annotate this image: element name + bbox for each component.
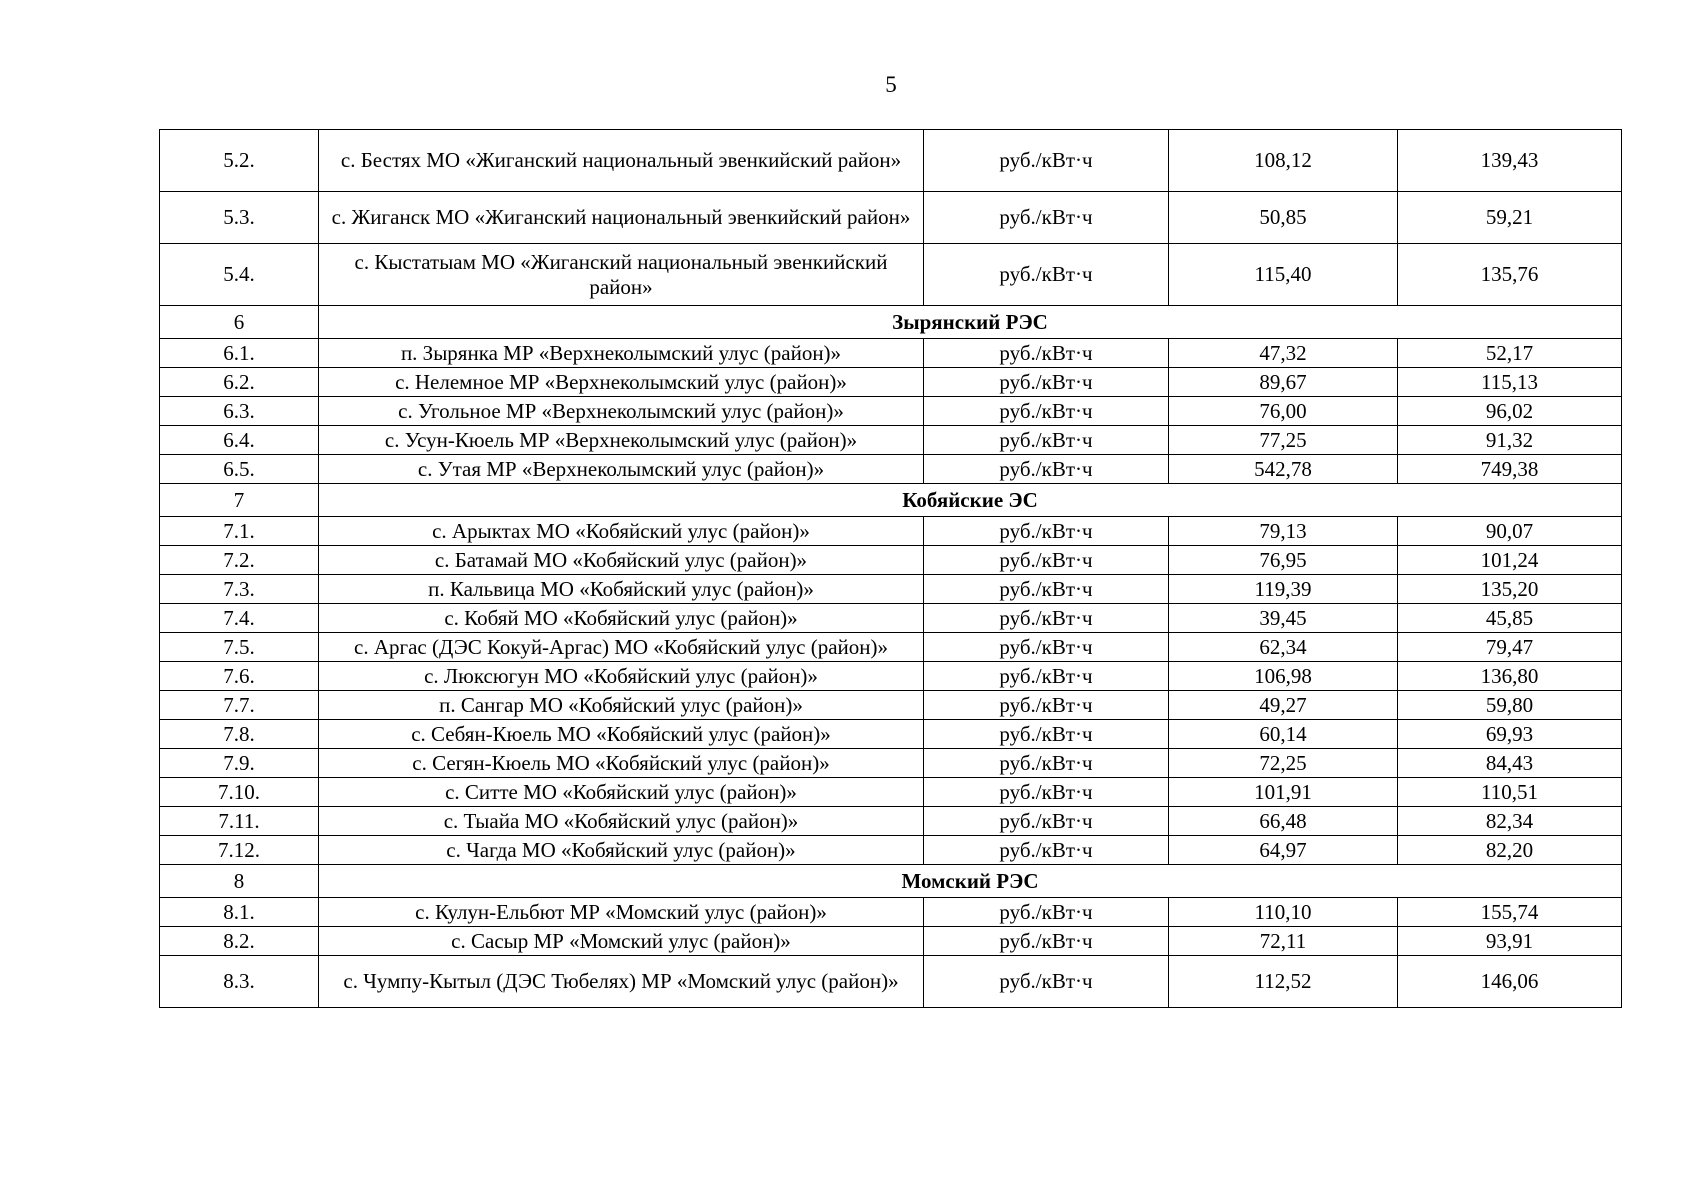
tariff-value-1: 77,25 <box>1169 426 1398 455</box>
row-number: 7.4. <box>160 604 319 633</box>
section-title: Момский РЭС <box>319 865 1622 898</box>
tariff-value-1: 119,39 <box>1169 575 1398 604</box>
unit-cell: руб./кВт·ч <box>924 339 1169 368</box>
section-row <box>160 865 1622 898</box>
tariff-value-1: 110,10 <box>1169 898 1398 927</box>
tariff-value-1: 79,13 <box>1169 517 1398 546</box>
table-row <box>160 455 1622 484</box>
table-row <box>160 720 1622 749</box>
table-row <box>160 633 1622 662</box>
tariff-value-1: 76,95 <box>1169 546 1398 575</box>
row-number: 7.9. <box>160 749 319 778</box>
table-row <box>160 778 1622 807</box>
tariff-value-1: 89,67 <box>1169 368 1398 397</box>
row-number: 7.3. <box>160 575 319 604</box>
unit-cell: руб./кВт·ч <box>924 455 1169 484</box>
row-number: 7.11. <box>160 807 319 836</box>
settlement-name: п. Кальвица МО «Кобяйский улус (район)» <box>319 575 924 604</box>
table-row <box>160 397 1622 426</box>
tariff-value-1: 76,00 <box>1169 397 1398 426</box>
tariff-value-1: 60,14 <box>1169 720 1398 749</box>
settlement-name: с. Себян-Кюель МО «Кобяйский улус (район)» <box>319 720 924 749</box>
settlement-name: с. Чагда МО «Кобяйский улус (район)» <box>319 836 924 865</box>
table-row <box>160 130 1622 192</box>
unit-cell: руб./кВт·ч <box>924 604 1169 633</box>
tariff-value-1: 72,25 <box>1169 749 1398 778</box>
tariff-value-2: 101,24 <box>1398 546 1622 575</box>
settlement-name: с. Угольное МР «Верхнеколымский улус (район)» <box>319 397 924 426</box>
table-row <box>160 339 1622 368</box>
settlement-name: с. Кулун-Ельбют МР «Момский улус (район)» <box>319 898 924 927</box>
page-number: 5 <box>885 72 897 97</box>
section-number: 8 <box>160 865 319 898</box>
unit-cell: руб./кВт·ч <box>924 927 1169 956</box>
unit-cell: руб./кВт·ч <box>924 807 1169 836</box>
tariff-value-2: 135,20 <box>1398 575 1622 604</box>
tariff-value-2: 749,38 <box>1398 455 1622 484</box>
settlement-name: с. Аргас (ДЭС Кокуй-Аргас) МО «Кобяйский улус (район)» <box>319 633 924 662</box>
tariff-value-2: 139,43 <box>1398 130 1622 192</box>
tariff-value-2: 96,02 <box>1398 397 1622 426</box>
settlement-name: п. Сангар МО «Кобяйский улус (район)» <box>319 691 924 720</box>
tariff-value-2: 91,32 <box>1398 426 1622 455</box>
settlement-name: с. Батамай МО «Кобяйский улус (район)» <box>319 546 924 575</box>
table-row <box>160 244 1622 306</box>
section-row <box>160 484 1622 517</box>
tariff-table <box>159 129 1622 1008</box>
table-row <box>160 604 1622 633</box>
row-number: 8.2. <box>160 927 319 956</box>
tariff-value-2: 69,93 <box>1398 720 1622 749</box>
tariff-value-1: 39,45 <box>1169 604 1398 633</box>
tariff-value-1: 66,48 <box>1169 807 1398 836</box>
settlement-name: с. Чумпу-Кытыл (ДЭС Тюбелях) МР «Момский улус (район)» <box>319 956 924 1008</box>
settlement-name: с. Жиганск МО «Жиганский национальный эвенкийский район» <box>319 192 924 244</box>
settlement-name: с. Утая МР «Верхнеколымский улус (район)» <box>319 455 924 484</box>
table-row <box>160 426 1622 455</box>
row-number: 7.5. <box>160 633 319 662</box>
tariff-value-2: 84,43 <box>1398 749 1622 778</box>
tariff-value-1: 542,78 <box>1169 455 1398 484</box>
row-number: 5.3. <box>160 192 319 244</box>
tariff-value-1: 64,97 <box>1169 836 1398 865</box>
unit-cell: руб./кВт·ч <box>924 778 1169 807</box>
section-title: Зырянский РЭС <box>319 306 1622 339</box>
settlement-name: с. Сасыр МР «Момский улус (район)» <box>319 927 924 956</box>
settlement-name: с. Арыктах МО «Кобяйский улус (район)» <box>319 517 924 546</box>
settlement-name: с. Усун-Кюель МР «Верхнеколымский улус (район)» <box>319 426 924 455</box>
unit-cell: руб./кВт·ч <box>924 130 1169 192</box>
settlement-name: с. Тыайа МО «Кобяйский улус (район)» <box>319 807 924 836</box>
tariff-value-1: 47,32 <box>1169 339 1398 368</box>
settlement-name: с. Сегян-Кюель МО «Кобяйский улус (район)» <box>319 749 924 778</box>
tariff-value-2: 82,34 <box>1398 807 1622 836</box>
table-row <box>160 546 1622 575</box>
row-number: 7.8. <box>160 720 319 749</box>
unit-cell: руб./кВт·ч <box>924 517 1169 546</box>
unit-cell: руб./кВт·ч <box>924 546 1169 575</box>
tariff-value-2: 79,47 <box>1398 633 1622 662</box>
settlement-name: с. Нелемное МР «Верхнеколымский улус (район)» <box>319 368 924 397</box>
settlement-name: п. Зырянка МР «Верхнеколымский улус (район)» <box>319 339 924 368</box>
section-title: Кобяйские ЭС <box>319 484 1622 517</box>
unit-cell: руб./кВт·ч <box>924 397 1169 426</box>
table-row <box>160 192 1622 244</box>
tariff-value-2: 135,76 <box>1398 244 1622 306</box>
tariff-value-1: 72,11 <box>1169 927 1398 956</box>
tariff-value-1: 101,91 <box>1169 778 1398 807</box>
row-number: 6.3. <box>160 397 319 426</box>
settlement-name: с. Ситте МО «Кобяйский улус (район)» <box>319 778 924 807</box>
table-row <box>160 898 1622 927</box>
unit-cell: руб./кВт·ч <box>924 192 1169 244</box>
tariff-value-2: 146,06 <box>1398 956 1622 1008</box>
row-number: 6.4. <box>160 426 319 455</box>
table-row <box>160 517 1622 546</box>
row-number: 7.6. <box>160 662 319 691</box>
unit-cell: руб./кВт·ч <box>924 720 1169 749</box>
unit-cell: руб./кВт·ч <box>924 575 1169 604</box>
row-number: 5.2. <box>160 130 319 192</box>
unit-cell: руб./кВт·ч <box>924 956 1169 1008</box>
tariff-table-body <box>160 130 1622 1008</box>
settlement-name: с. Бестях МО «Жиганский национальный эвенкийский район» <box>319 130 924 192</box>
settlement-name: с. Кобяй МО «Кобяйский улус (район)» <box>319 604 924 633</box>
table-row <box>160 749 1622 778</box>
tariff-value-2: 136,80 <box>1398 662 1622 691</box>
table-row <box>160 956 1622 1008</box>
row-number: 7.12. <box>160 836 319 865</box>
tariff-value-2: 82,20 <box>1398 836 1622 865</box>
tariff-value-2: 93,91 <box>1398 927 1622 956</box>
table-row <box>160 662 1622 691</box>
row-number: 5.4. <box>160 244 319 306</box>
tariff-value-2: 52,17 <box>1398 339 1622 368</box>
row-number: 7.7. <box>160 691 319 720</box>
tariff-value-2: 45,85 <box>1398 604 1622 633</box>
section-row <box>160 306 1622 339</box>
tariff-value-1: 112,52 <box>1169 956 1398 1008</box>
tariff-value-2: 59,80 <box>1398 691 1622 720</box>
tariff-value-2: 115,13 <box>1398 368 1622 397</box>
settlement-name: с. Люксюгун МО «Кобяйский улус (район)» <box>319 662 924 691</box>
table-row <box>160 836 1622 865</box>
tariff-value-2: 90,07 <box>1398 517 1622 546</box>
tariff-value-1: 108,12 <box>1169 130 1398 192</box>
unit-cell: руб./кВт·ч <box>924 244 1169 306</box>
unit-cell: руб./кВт·ч <box>924 662 1169 691</box>
tariff-value-1: 50,85 <box>1169 192 1398 244</box>
row-number: 6.5. <box>160 455 319 484</box>
table-row <box>160 807 1622 836</box>
section-number: 7 <box>160 484 319 517</box>
row-number: 6.2. <box>160 368 319 397</box>
unit-cell: руб./кВт·ч <box>924 749 1169 778</box>
table-row <box>160 691 1622 720</box>
unit-cell: руб./кВт·ч <box>924 836 1169 865</box>
tariff-value-2: 59,21 <box>1398 192 1622 244</box>
unit-cell: руб./кВт·ч <box>924 691 1169 720</box>
tariff-value-1: 62,34 <box>1169 633 1398 662</box>
row-number: 6.1. <box>160 339 319 368</box>
table-row <box>160 575 1622 604</box>
row-number: 7.1. <box>160 517 319 546</box>
row-number: 8.3. <box>160 956 319 1008</box>
tariff-value-1: 115,40 <box>1169 244 1398 306</box>
row-number: 8.1. <box>160 898 319 927</box>
unit-cell: руб./кВт·ч <box>924 898 1169 927</box>
tariff-value-1: 106,98 <box>1169 662 1398 691</box>
table-row <box>160 368 1622 397</box>
unit-cell: руб./кВт·ч <box>924 426 1169 455</box>
row-number: 7.10. <box>160 778 319 807</box>
tariff-value-2: 155,74 <box>1398 898 1622 927</box>
settlement-name: с. Кыстатыам МО «Жиганский национальный эвенкийский район» <box>319 244 924 306</box>
tariff-value-1: 49,27 <box>1169 691 1398 720</box>
table-row <box>160 927 1622 956</box>
unit-cell: руб./кВт·ч <box>924 368 1169 397</box>
tariff-value-2: 110,51 <box>1398 778 1622 807</box>
row-number: 7.2. <box>160 546 319 575</box>
unit-cell: руб./кВт·ч <box>924 633 1169 662</box>
section-number: 6 <box>160 306 319 339</box>
